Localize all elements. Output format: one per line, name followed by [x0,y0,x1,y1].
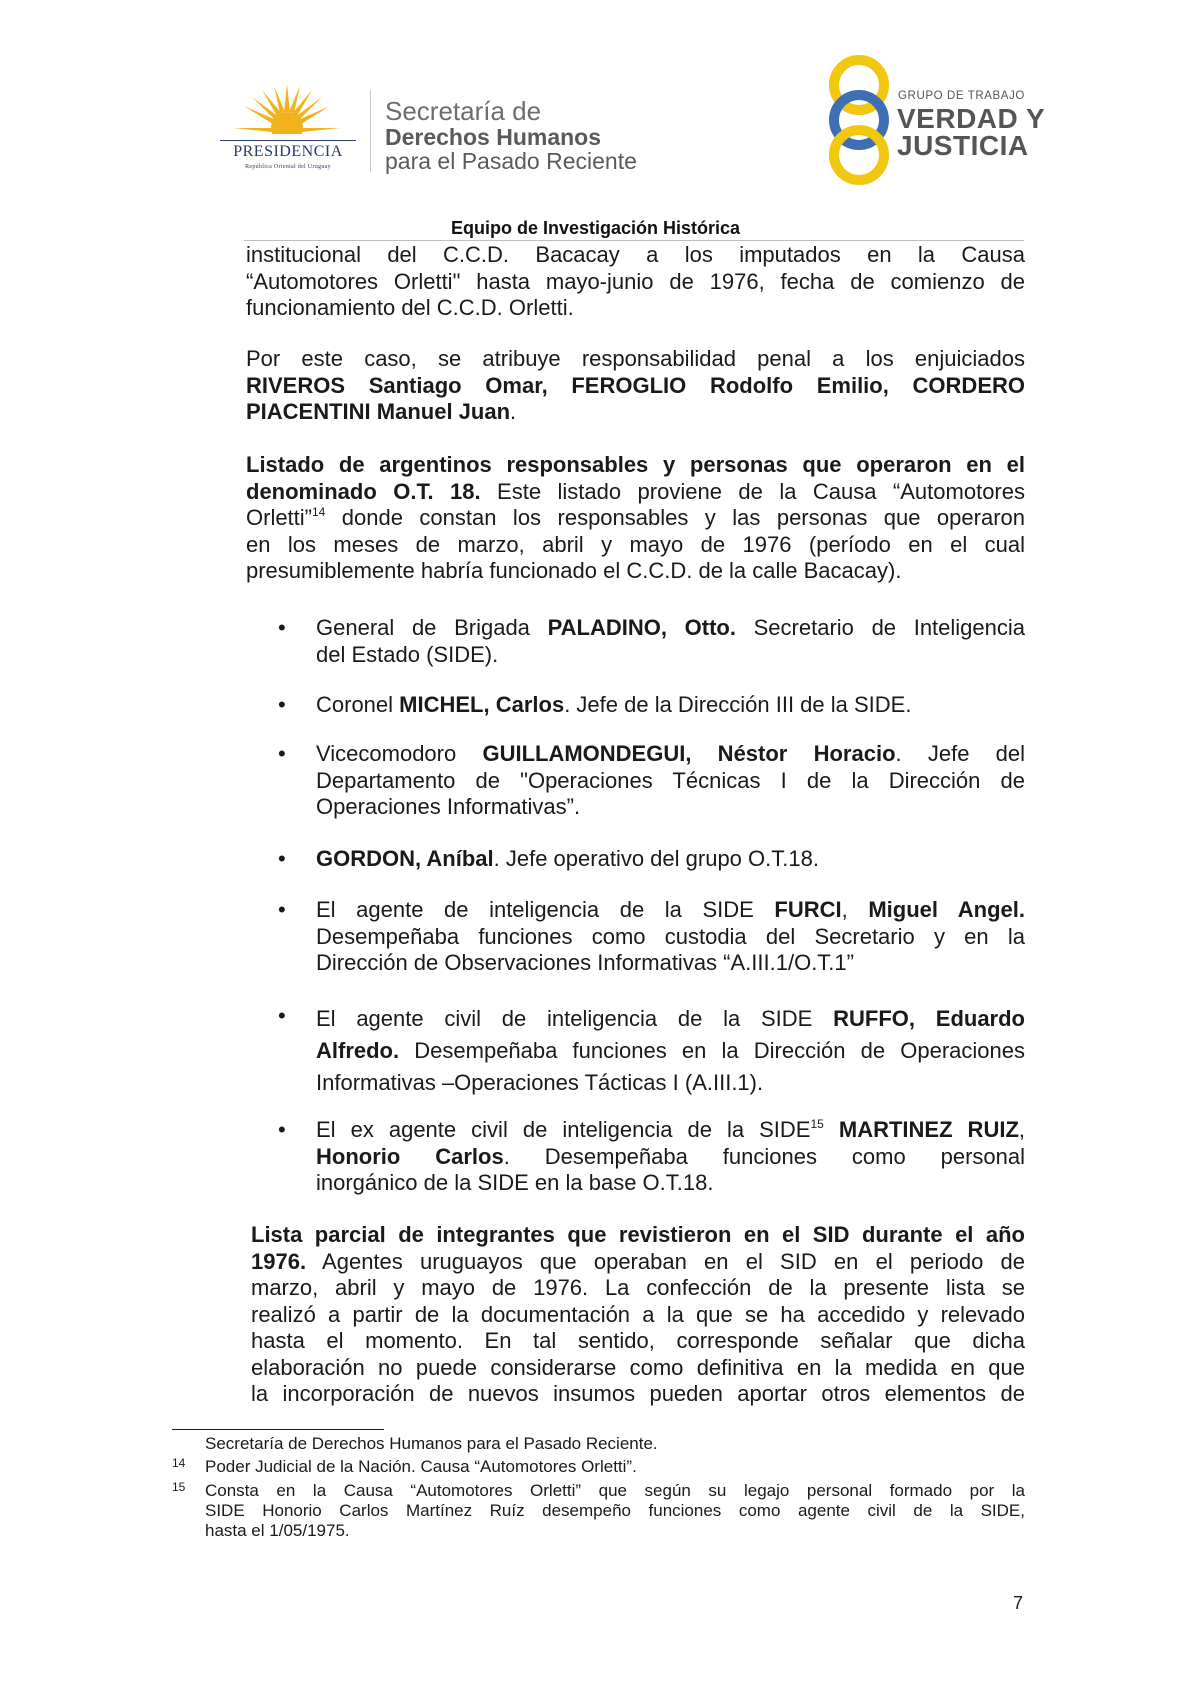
footnote-ref-15[interactable]: 15 [810,1117,824,1131]
list-item [316,741,1025,821]
text-line [246,505,1025,532]
text-line: hasta el momento. En tal sentido, corresponde señalar que dicha [251,1328,1025,1353]
text-line: Informativas –Operaciones Tácticas I (A.III.1). [316,1070,764,1095]
person-name: MARTINEZ RUIZ [823,1117,1019,1142]
text-line: en los meses de marzo, abril y mayo de 1976 (período en el cual [246,531,1025,557]
text-span: . Jefe de la Dirección III de la SIDE. [564,692,912,717]
paragraph-lista-parcial [251,1222,1025,1408]
text-line [316,897,1025,924]
section-heading: Lista parcial de integrantes que revistieron en el SID durante el año [251,1222,1025,1247]
text-line: realizó a partir de la documentación a la que se ha accedido y relevado [251,1301,1025,1327]
text-line [251,1249,1025,1276]
text-line [316,1003,1025,1035]
bold-names: PIACENTINI Manuel Juan [246,399,511,424]
bullet-marker: • [278,897,286,922]
text-line: elaboración no puede considerarse como definitiva en la medida en que [251,1354,1025,1380]
text-span: Este listado proviene de la Causa “Automotores [480,478,1025,504]
section-heading: denominado O.T. 18. [246,478,481,504]
bullet-marker: • [278,615,286,640]
text-line: Departamento de "Operaciones Técnicas I de la Dirección de [316,767,1025,793]
list-item [316,1117,1025,1197]
text-line [316,1035,1025,1067]
presidencia-rule [220,140,356,141]
page-number: 7 [1013,1593,1024,1613]
text-line [246,373,1025,400]
paragraph-bacacay [246,242,1025,322]
text-line [316,615,1025,642]
text-span: Secretario de Inteligencia [735,615,1026,640]
presidencia-label: PRESIDENCIA [233,143,343,160]
bullet-marker: • [278,846,286,871]
list-item [316,615,1025,668]
text-line: Desempeñaba funciones como custodia del Secretario y en la [316,923,1025,949]
text-span: Vicecomodoro [316,741,483,766]
text-span: General de Brigada [316,615,548,640]
text-line [316,741,1025,768]
section-heading: 1976. [251,1248,307,1274]
text-span: El agente civil de inteligencia de la SIDE [316,1006,834,1031]
person-name: GUILLAMONDEGUI, Néstor Horacio [482,741,896,766]
footnote-continuation: Secretaría de Derechos Humanos para el Pasado Reciente. [205,1434,658,1453]
text-line: la incorporación de nuevos insumos pueden aportar otros elementos de [251,1381,1025,1406]
text-span: donde constan los responsables y las personas que operaron [325,505,1025,530]
person-name: PALADINO, Otto. [547,615,736,640]
footnote-15 [205,1481,1025,1541]
text-line [251,1222,1025,1249]
bullet-marker: • [278,741,286,766]
text-line [246,399,1025,426]
text-span: Desempeñaba funciones en la Dirección de Operaciones [399,1038,1025,1063]
text-line [316,846,1025,873]
text-span: Orletti” [246,505,312,530]
text-line: hasta el 1/05/1975. [205,1521,350,1540]
text-line: Dirección de Observaciones Informativas “A.III.1/O.T.1” [316,950,854,975]
person-name: RUFFO, Eduardo [833,1006,1025,1031]
text-line: inorgánico de la SIDE en la base O.T.18. [316,1170,714,1195]
text-line: Consta en la Causa “Automotores Orletti” que según su legajo personal formado por la [205,1481,1025,1500]
paragraph-listado-argentinos [246,452,1025,585]
text-span: . Desempeñaba funciones como personal [503,1143,1025,1169]
header-rule [244,240,1024,241]
bullet-marker: • [278,692,286,717]
text-line [246,479,1025,506]
list-item [316,692,1025,719]
team-title: Equipo de Investigación Histórica [450,218,741,238]
text-line: “Automotores Orletti" hasta mayo-junio de 1976, fecha de comienzo de [246,268,1025,294]
list-item [316,897,1025,977]
text-span: , [841,897,869,922]
footnote-separator [172,1429,384,1430]
person-name: Miguel Angel. [868,897,1025,922]
bullet-marker: • [278,1003,286,1028]
list-item [316,846,1025,873]
footnote-14: Poder Judicial de la Nación. Causa “Automotores Orletti”. [205,1457,637,1476]
secretaria-line1: Secretaría de [385,96,542,126]
bullet-marker: • [278,1117,286,1142]
secretaria-line3: para el Pasado Reciente [385,148,637,174]
presidencia-sun-logo [232,82,342,144]
text-line [316,1117,1025,1144]
text-line [246,452,1025,479]
text-span: El agente de inteligencia de la SIDE [316,897,775,922]
person-name: MICHEL, Carlos [399,692,565,717]
person-name: FURCI [774,897,842,922]
text-line: Operaciones Informativas”. [316,794,581,819]
paragraph-responsabilidad [246,346,1025,426]
text-span: Agentes uruguayos que operaban en el SID en el periodo de [306,1248,1025,1274]
grupo-line1: GRUPO DE TRABAJO [898,90,1025,102]
text-line: presumiblemente habría funcionado el C.C.D. de la calle Bacacay). [246,558,902,583]
verdad-justicia-rings-logo [820,55,898,185]
text-line: institucional del C.C.D. Bacacay a los imputados en la Causa [246,242,1025,267]
text-line [316,692,1025,719]
person-name: Alfredo. [316,1038,400,1063]
text-line: del Estado (SIDE). [316,641,499,667]
presidencia-sub: República Oriental del Uruguay [245,164,331,170]
text-span: El ex agente civil de inteligencia de la SIDE [316,1117,811,1142]
text-line [316,1144,1025,1171]
secretaria-line2: Derechos Humanos [385,124,602,150]
footnote-ref-14[interactable]: 14 [312,505,326,519]
bold-names: RIVEROS Santiago Omar, FEROGLIO Rodolfo Emilio, CORDERO [246,372,1025,398]
text-line: SIDE Honorio Carlos Martínez Ruíz desempeño funciones como agente civil de la SIDE, [205,1501,1025,1520]
text-line: funcionamiento del C.C.D. Orletti. [246,295,574,320]
header-divider [370,90,371,172]
person-name: GORDON, Aníbal [316,846,494,871]
text-span: , [1018,1117,1026,1142]
person-name: Honorio Carlos [316,1143,504,1169]
period: . [510,399,517,424]
section-heading: Listado de argentinos responsables y personas que operaron en el [246,452,1025,477]
footnote-number-15: 15 [172,1480,186,1494]
text-line: Por este caso, se atribuye responsabilidad penal a los enjuiciados [246,346,1025,371]
text-span: . Jefe del [895,741,1026,766]
grupo-line3: JUSTICIA [897,130,1029,161]
text-line: marzo, abril y mayo de 1976. La confección de la presente lista se [251,1275,1025,1300]
footnote-number-14: 14 [172,1456,186,1470]
grupo-line2: VERDAD Y [897,103,1046,134]
list-item [316,1003,1025,1099]
text-span: Coronel [316,692,400,717]
text-span: . Jefe operativo del grupo O.T.18. [493,846,819,871]
